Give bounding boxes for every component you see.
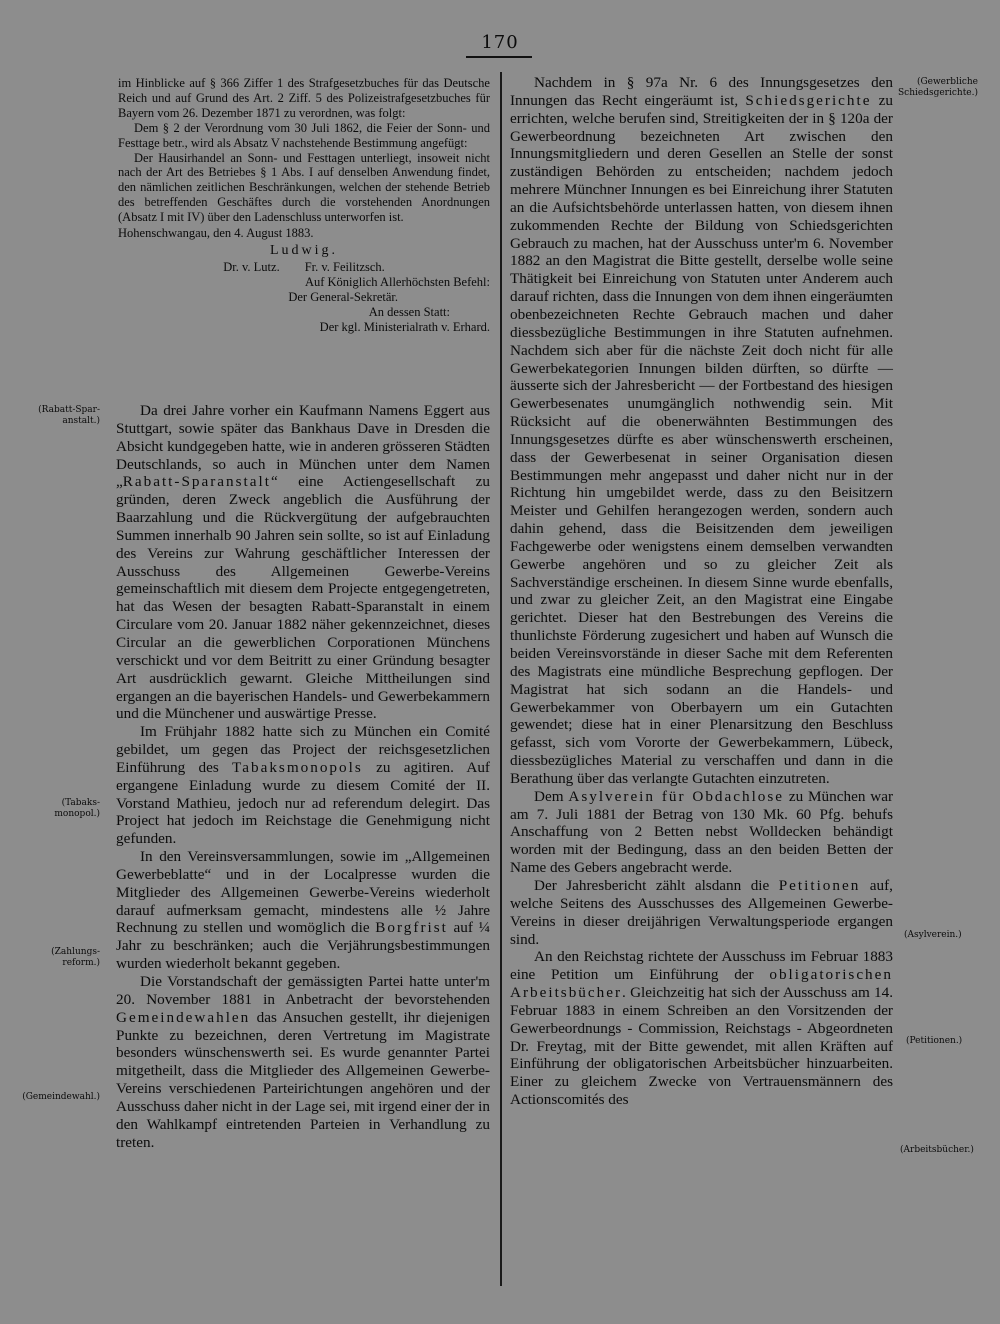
page-number-rule bbox=[466, 56, 532, 58]
paragraph-petitionen bbox=[510, 877, 893, 948]
right-column-text bbox=[510, 74, 893, 1109]
minister-signatures: Dr. v. Lutz. Fr. v. Feilitzsch. bbox=[223, 259, 385, 274]
text-run: Da drei Jahre vorher ein Kaufmann Namens Eggert aus Stuttgart, sowie später das Bankhaus Dave in Dresden die Absicht kundgegeben hatte, wie in anderen grösseren Städten Deutschlands, so auch in München unter dem Namen „ bbox=[116, 402, 490, 491]
text-run: An den Reichstag richtete der Ausschuss im Februar 1883 eine Petition um Einführung der bbox=[510, 948, 893, 984]
text-run: Im Frühjahr 1882 hatte sich zu München ein Comité gebildet, um gegen das Project der reichsgesetzlichen Einführung des bbox=[116, 723, 490, 776]
decree-block bbox=[118, 76, 490, 334]
margin-note-arbeitsbuecher: (Arbeitsbücher.) bbox=[900, 1145, 974, 1155]
spaced-term: Asylverein für Obdachlose bbox=[568, 787, 785, 805]
margin-note-petitionen: (Petitionen.) bbox=[906, 1036, 963, 1046]
spaced-term: Rabatt-Sparanstalt bbox=[122, 473, 271, 491]
left-column-text bbox=[116, 402, 490, 1151]
paragraph-gemeinde bbox=[116, 973, 490, 1151]
paragraph-arbeitsbuecher bbox=[510, 948, 893, 1109]
text-run: Nachdem in § 97a Nr. 6 des Innungsgesetzes den Innungen das Recht eingeräumt ist, bbox=[510, 74, 893, 109]
spaced-term: Schiedsgerichte bbox=[745, 91, 872, 109]
margin-note-tabak: (Tabaks- monopol.) bbox=[54, 798, 100, 819]
text-run: Der Jahresbericht zählt alsdann die bbox=[534, 876, 779, 894]
spaced-term: Borgfrist bbox=[375, 919, 448, 937]
paragraph-rabatt bbox=[116, 402, 490, 723]
column-divider bbox=[500, 72, 502, 1286]
text-run: . Gleichzeitig hat sich der Ausschuss am 14. Februar 1883 in einem Schreiben an den Vorsitzenden der Gewerbeordnungs - Commission, Reichstags - Abgeordneten Dr. Freytag, mit der Bitte gewendet, mit allen Kräften auf Einführung der obligatorischen Arbeitsbücher hinzuarbeiten. Einer zu gleichem Zwecke von Vertrauensmännern des Actionscomités des bbox=[510, 984, 893, 1109]
spaced-term: Petitionen bbox=[778, 876, 861, 894]
paragraph-schiedsgerichte bbox=[510, 74, 893, 788]
order-line: Der General-Sekretär. bbox=[288, 289, 398, 304]
spaced-term: Tabaksmonopols bbox=[232, 758, 363, 776]
signature-block bbox=[118, 226, 490, 334]
sovereign-signature: Ludwig. bbox=[269, 242, 339, 258]
text-run: Die Vorstandschaft der gemässigten Partei hatte unter'm 20. November 1881 in Anbetracht der bevorstehenden bbox=[116, 973, 490, 1008]
decree-line: Der Hausirhandel an Sonn- und Festtagen unterliegt, insoweit nicht nach der Art des Betriebes § 1 Abs. I auf denselben Anwendung findet, den nämlichen zeitlichen Beschränkungen, welchen der stehende Betrieb des betreffenden Geschäftes durch die vorstehenden Anordnungen (Absatz I mit IV) über den Ladenschluss unterworfen ist. bbox=[118, 150, 490, 225]
page-number: 170 bbox=[481, 32, 519, 53]
spaced-term: Gemeindewahlen bbox=[116, 1008, 251, 1026]
order-line: An dessen Statt: bbox=[368, 304, 450, 319]
order-line: Auf Königlich Allerhöchsten Befehl: bbox=[304, 274, 490, 289]
decree-line: im Hinblicke auf § 366 Ziffer 1 des Strafgesetzbuches für das Deutsche Reich und auf Grund des Art. 2 Ziff. 5 des Polizeistrafgesetzbuches für Bayern vom 26. Dezember 1871 zu verordnen, was folgt: bbox=[118, 76, 490, 120]
margin-note-asylverein: (Asylverein.) bbox=[904, 930, 962, 940]
text-run: “ eine Actiengesellschaft zu gründen, deren Zweck angeblich die Ausführung der Baarzahlung und die Rückvergütung der aufgebrauchten Summen innerhalb 90 Jahren sein sollte, so ist auf Einladung des Vereins zur Wahrung geschäftlicher Interessen der Ausschuss des Allgemeinen Gewerbe-Vereins gemeinschaftlich mit diesem dem Projecte entgegengetreten, hat das Wesen der besagten Rabatt-Sparanstalt in einem Circulare vom 20. Januar 1882 näher gekennzeichnet, dieses Circular an die gewerblichen Corporationen Münchens verschickt und vor dem Beitritt zu einer Gründung besagter Art ausdrücklich gewarnt. Gleiche Mittheilungen sind ergangen an die bayerischen Handels- und Gewerbekammern und die Münchener und auswärtige Presse. bbox=[116, 473, 490, 723]
order-line: Der kgl. Ministerialrath v. Erhard. bbox=[319, 319, 490, 334]
text-run: das Ansuchen gestellt, ihr diejenigen Punkte zu bezeichnen, deren Vertretung im Magistrate besonders wünschenswerth sei. Es wurde genannter Partei mitgetheilt, dass die Mitglieder des Allgemeinen Gewerbe-Vereins verschiedenen Parteirichtungen angehören und der Ausschuss daher nicht in der Lage sei, mit irgend einer der in den Wahlkampf eintretenden Parteien in Verhandlung zu treten. bbox=[116, 1008, 490, 1151]
margin-note-schiedsgerichte: (Gewerbliche Schiedsgerichte.) bbox=[898, 77, 979, 98]
text-run: Dem bbox=[534, 787, 569, 805]
text-run: zu agitiren. Auf ergangene Einladung wurde zu diesem Comité der II. Vorstand Mathieu, jedoch nur ad referendum delegirt. Das Project hat jedoch im Reichstage die Genehmigung nicht gefunden. bbox=[116, 758, 490, 848]
text-run: zu errichten, welche berufen sind, Streitigkeiten der in § 120a der Gewerbeordnung bezeichneten Art zwischen den Innungsmitgliedern und deren Gesellen an Stelle der sonst zuständigen Behörden zu entscheiden; nachdem jedoch mehrere Münchner Innungen es bei Einreichung ihrer Statuten an die Aufsichtsbehörde unterlassen hatten, von diesem ihnen zukommenden Rechte der Bildung von Schiedsgerichten Gebrauch zu machen, hat der Ausschuss unter'm 6. November 1882 an den Magistrat die Bitte gestellt, derselbe wolle seine Thätigkeit bei Einreichung von Statuten unter Anderem auch darauf richten, dass die Innungen von dem ihnen eingeräumten obenbezeichneten Rechte Gebrauch machen und daher diessbezügliche Bestimmungen in ihre Statuten aufnehmen. Nachdem sich aber für die nächste Zeit doch nicht für alle Gewerbekategorien Innungen bilden dürften, so dürfte — äusserte sich der Jahresbericht — der Fortbestand des hiesigen Gewerbesenates unumgänglich nothwendig sein. Mit Rücksicht auf die obenerwähnten Bestimmungen des Innungsgesetzes dürfte es aber wünschenswerth erscheinen, dass der Gewerbesenat in seiner Organisation diesen Bestimmungen mehr angepasst und daher nicht nur in der Richtung hin umgebildet werde, dass zu den Beisitzern Meister und Gehilfen herangezogen werden, sondern auch dahin gehend, dass die Beisitzenden dem jeweiligen Fachgewerbe oder wenigstens einem demselben verwandten Gewerbe angehören und so zu gleicher Zeit als Sachverständige erscheinen. In diesem Sinne wurde ebenfalls, und zwar zu gleicher Zeit, an den Magistrat eine Eingabe gerichtet. Dieser hat den Bestrebungen des Vereins die thunlichste Förderung zugesichert und haben auf Wunsch die beiden Vereinsvorstände in dieser Sache mit dem Referenten des Magistrats eine mündliche Besprechung gepflogen. Der Magistrat hat sich sodann an die Handels- und Gewerbekammer von Oberbayern um ein Gutachten gewendet; diese hat in einer Plenarsitzung den Beschluss gefasst, sich vom Vororte der Gewerbekammern, Lübeck, diessbezügliches Material zu verschaffen und dann in die Berathung über das verlangte Gutachten einzutreten. bbox=[510, 91, 893, 787]
margin-note-gemeinde: (Gemeindewahl.) bbox=[22, 1092, 100, 1102]
margin-note-zahlung: (Zahlungs- reform.) bbox=[51, 947, 100, 968]
decree-date: Hohenschwangau, den 4. August 1883. bbox=[118, 226, 314, 241]
margin-note-rabatt: (Rabatt-Spar- anstalt.) bbox=[38, 405, 100, 426]
text-run: zu München war am 7. Juli 1881 der Betrag von 130 Mk. 60 Pfg. behufs Anschaffung von 2 Betten nebst Wolldecken behändigt worden mit der Bedingung, dass an den beiden Betten der Name des Gebers angebracht werde. bbox=[510, 787, 894, 877]
paragraph-tabak bbox=[116, 723, 490, 848]
paragraph-zahlung bbox=[116, 848, 490, 973]
paragraph-asylverein bbox=[510, 788, 893, 877]
decree-line: Dem § 2 der Verordnung vom 30 Juli 1862, die Feier der Sonn- und Festtage betr., wird als Absatz V nachstehende Bestimmung angefügt: bbox=[118, 120, 490, 150]
text-run: auf, welche Seitens des Ausschusses des Allgemeinen Gewerbe-Vereins in dieser dreijährigen Verwaltungsperiode ergangen sind. bbox=[510, 876, 893, 948]
spaced-term: obligatorischen Arbeitsbücher bbox=[510, 966, 893, 1002]
text-run: auf ¼ Jahr zu beschränken; auch die Verjährungsbestimmungen wurden wiederholt bekannt gegeben. bbox=[116, 919, 490, 973]
text-run: In den Vereinsversammlungen, sowie im „Allgemeinen Gewerbeblatte“ und in der Localpresse wurden die Mitglieder des Allgemeinen Gewerbe-Vereins wiederholt darauf aufmerksam gemacht, mindestens alle ½ Jahre Rechnung zu stellen und womöglich die bbox=[116, 848, 490, 937]
